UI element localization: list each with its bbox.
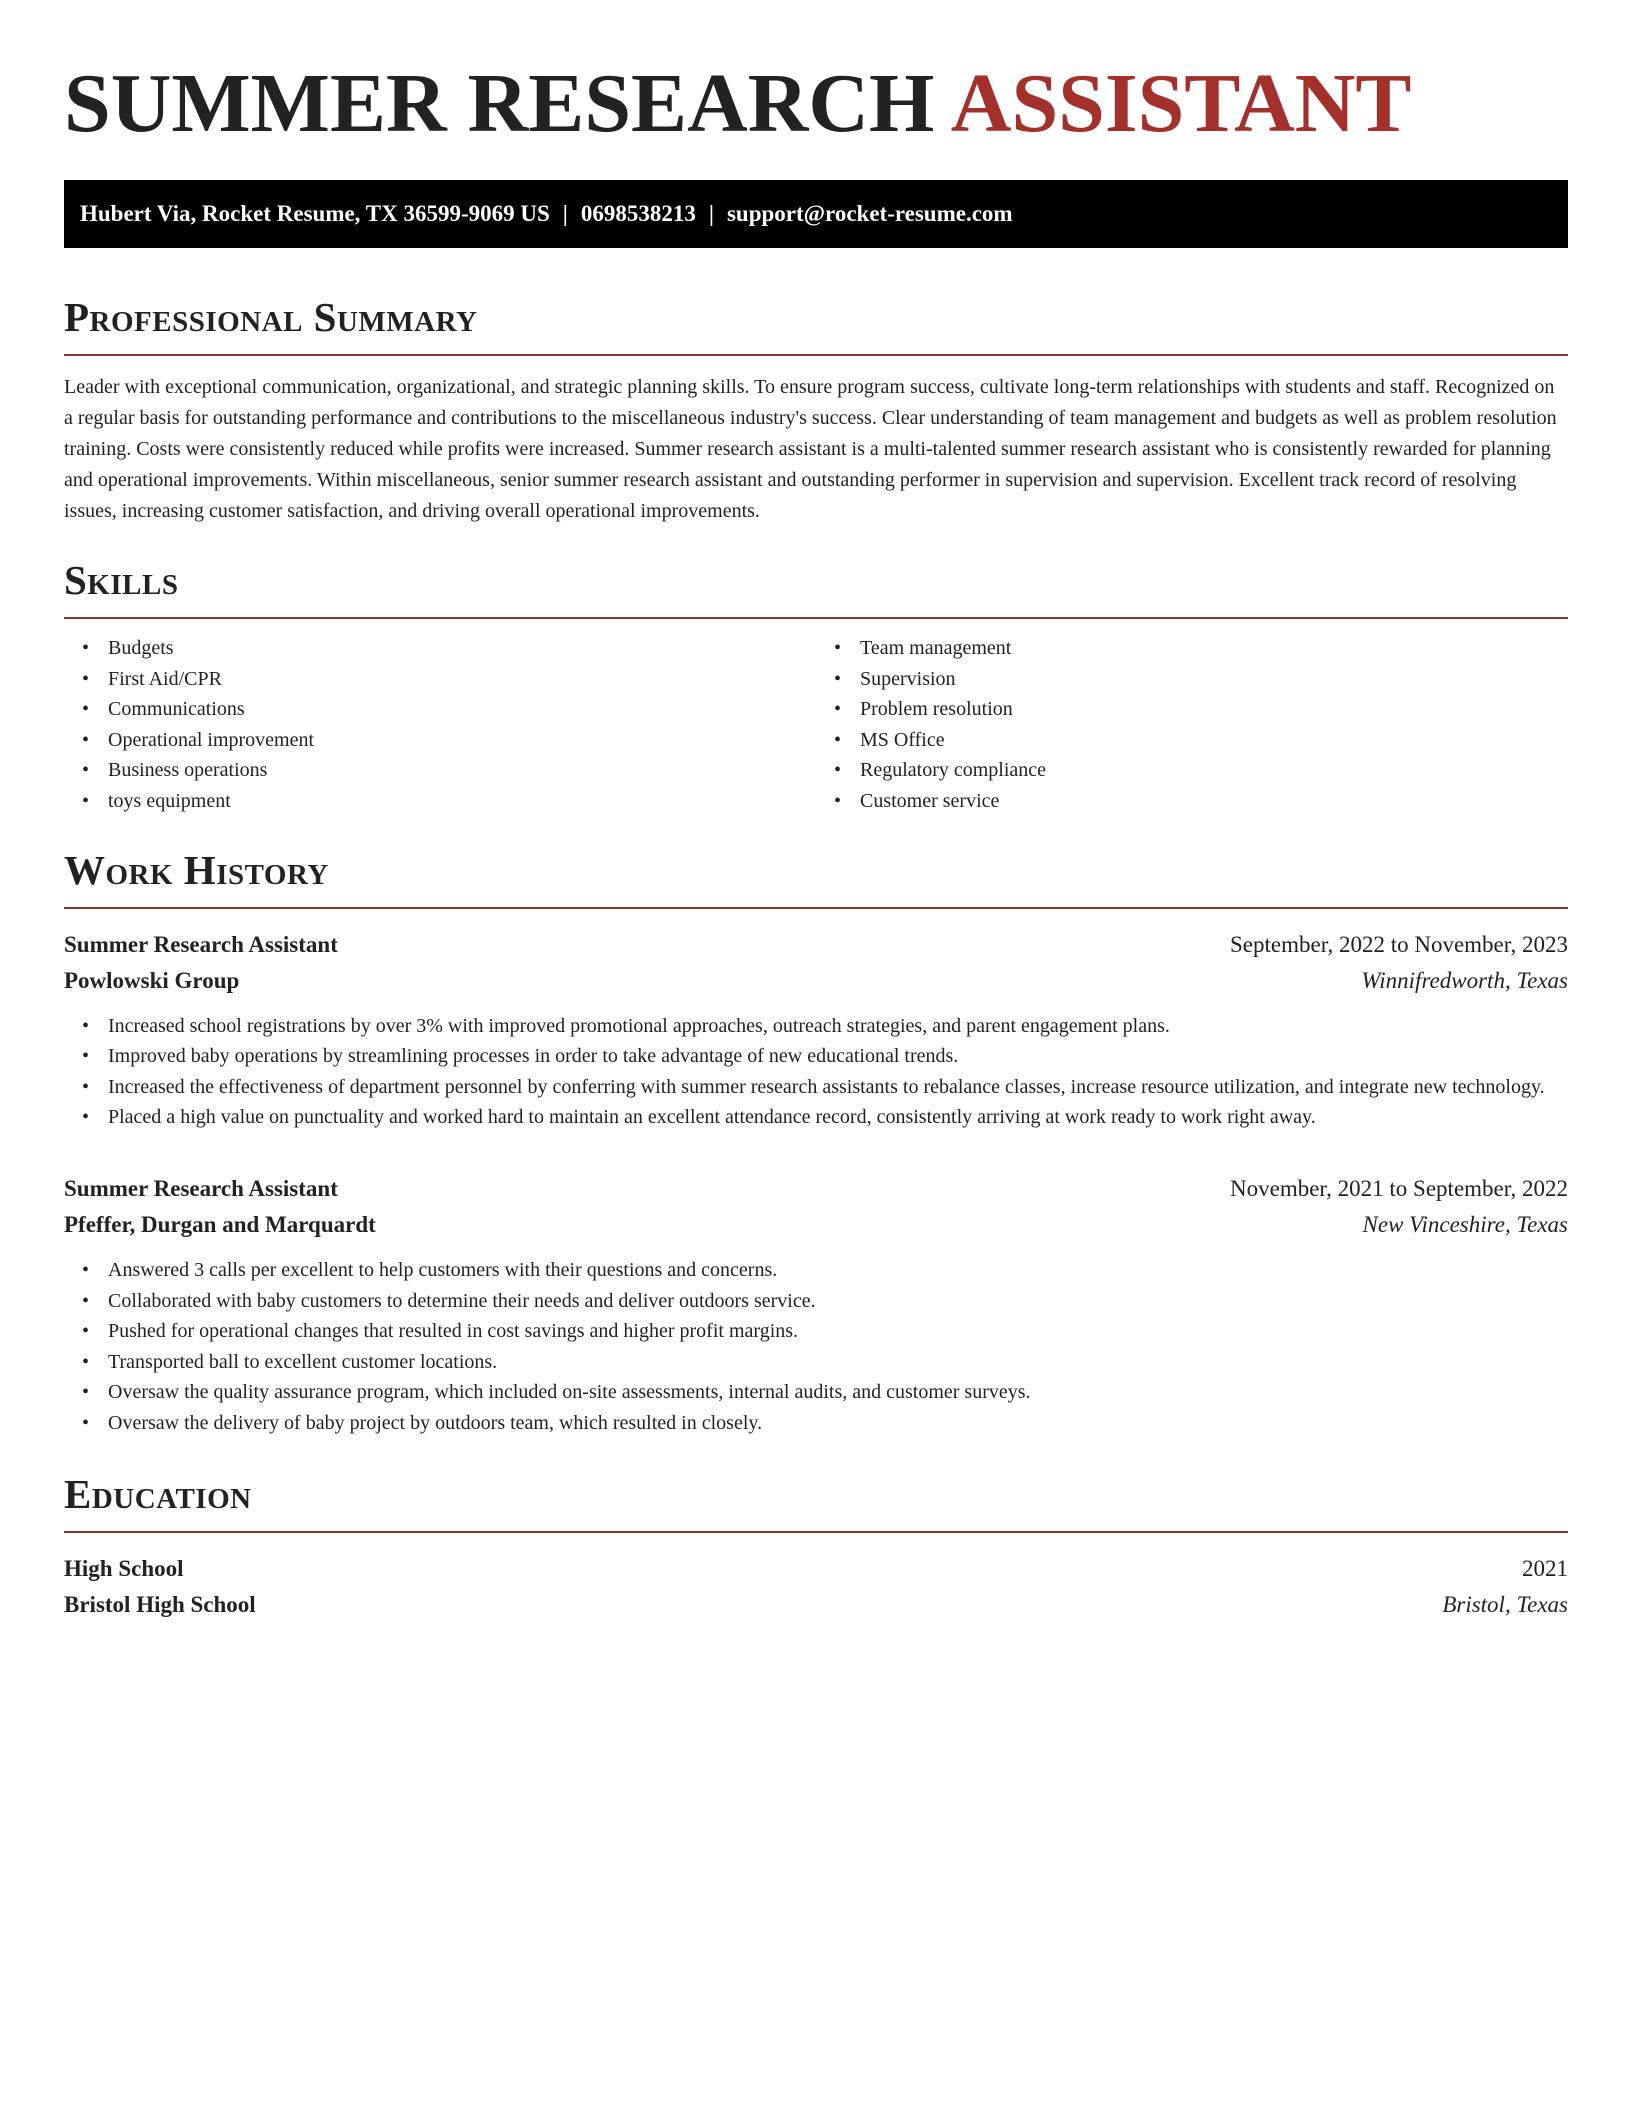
- education-year: 2021: [1522, 1555, 1568, 1581]
- education-heading: Education: [64, 1470, 252, 1517]
- skill-item: • Budgets: [108, 633, 816, 664]
- job-bullet: • Collaborated with baby customers to determine their needs and deliver outdoors service.: [108, 1286, 1568, 1317]
- skill-item: • Business operations: [108, 755, 816, 786]
- title-accent: ASSISTANT: [950, 57, 1412, 150]
- work-history-heading: Work History: [64, 846, 329, 893]
- job-header-row: [64, 1171, 1568, 1207]
- job-entry: [64, 927, 1568, 1133]
- skill-item: • toys equipment: [108, 786, 816, 817]
- contact-phone[interactable]: 0698538213: [580, 201, 696, 226]
- contact-separator: |: [708, 201, 714, 226]
- skill-item: • Regulatory compliance: [860, 755, 1568, 786]
- skills-list-left: [64, 633, 816, 817]
- job-dates: September, 2022 to November, 2023: [1230, 931, 1568, 957]
- job-company-row: [64, 963, 1568, 999]
- job-bullet: • Increased school registrations by over 3% with improved promotional approaches, outreach strategies, and parent engagement plans.: [108, 1011, 1568, 1042]
- summary-heading: Professional Summary: [64, 294, 478, 340]
- section-divider: [64, 1531, 1568, 1533]
- skill-item: • Team management: [860, 633, 1568, 664]
- education-degree: High School: [64, 1555, 184, 1581]
- summary-text: Leader with exceptional communication, organizational, and strategic planning skills. To ensure program success, cultivate long-term relationships with students and staff. Recognized on a regular basis for outstanding performance and contributions to the miscellaneous industry's success. Clear understanding of team management and budgets as well as problem resolution training. Costs were consistently reduced while profits were increased. Summer research assistant is a multi-talented summer research assistant who is consistently rewarded for planning and operational improvements. Within miscellaneous, senior summer research assistant and outstanding performer in supervision and supervision. Excellent track record of resolving issues, increasing customer satisfaction, and driving overall operational improvements.: [64, 376, 1557, 522]
- job-bullet: • Improved baby operations by streamlining processes in order to take advantage of new educational trends.: [108, 1041, 1568, 1072]
- education-header-row: [64, 1551, 1568, 1587]
- section-divider: [64, 354, 1568, 356]
- skills-grid: [64, 633, 1568, 817]
- education-entry: [64, 1551, 1568, 1623]
- job-bullet: • Transported ball to excellent customer locations.: [108, 1347, 1568, 1378]
- job-company-row: [64, 1207, 1568, 1243]
- job-bullets: [64, 1011, 1568, 1133]
- title-main: SUMMER RESEARCH: [64, 57, 935, 150]
- job-company: Powlowski Group: [64, 967, 240, 993]
- skill-item: • MS Office: [860, 725, 1568, 756]
- job-bullet: • Placed a high value on punctuality and worked hard to maintain an excellent attendance record, consistently arriving at work ready to work right away.: [108, 1102, 1568, 1133]
- contact-bar: [64, 180, 1568, 248]
- skill-item: • Problem resolution: [860, 694, 1568, 725]
- job-company: Pfeffer, Durgan and Marquardt: [64, 1211, 376, 1237]
- skill-item: • Customer service: [860, 786, 1568, 817]
- education-school: Bristol High School: [64, 1591, 256, 1617]
- contact-address: Hubert Via, Rocket Resume, TX 36599-9069 US: [80, 201, 550, 226]
- section-divider: [64, 907, 1568, 909]
- job-location: New Vinceshire, Texas: [1362, 1211, 1568, 1237]
- contact-separator: |: [562, 201, 568, 226]
- section-divider: [64, 617, 1568, 619]
- job-bullet: • Oversaw the quality assurance program, which included on-site assessments, internal audits, and customer surveys.: [108, 1377, 1568, 1408]
- skill-item: • Operational improvement: [108, 725, 816, 756]
- contact-email[interactable]: support@rocket-resume.com: [726, 201, 1013, 226]
- education-school-row: [64, 1587, 1568, 1623]
- job-bullet: • Pushed for operational changes that resulted in cost savings and higher profit margins.: [108, 1316, 1568, 1347]
- job-title: Summer Research Assistant: [64, 1175, 338, 1201]
- skills-heading: Skills: [64, 557, 179, 603]
- job-entry: [64, 1171, 1568, 1439]
- job-bullets: [64, 1255, 1568, 1439]
- skills-list-right: [816, 633, 1568, 817]
- job-title: Summer Research Assistant: [64, 931, 338, 957]
- job-bullet: • Answered 3 calls per excellent to help customers with their questions and concerns.: [108, 1255, 1568, 1286]
- job-header-row: [64, 927, 1568, 963]
- skill-item: • First Aid/CPR: [108, 664, 816, 695]
- education-location: Bristol, Texas: [1442, 1591, 1568, 1617]
- skill-item: • Communications: [108, 694, 816, 725]
- job-bullet: • Oversaw the delivery of baby project by outdoors team, which resulted in closely.: [108, 1408, 1568, 1439]
- skill-item: • Supervision: [860, 664, 1568, 695]
- job-bullet: • Increased the effectiveness of department personnel by conferring with summer research assistants to rebalance classes, increase resource utilization, and integrate new technology.: [108, 1072, 1568, 1103]
- job-dates: November, 2021 to September, 2022: [1230, 1175, 1568, 1201]
- job-location: Winnifredworth, Texas: [1361, 967, 1568, 993]
- resume-title: [64, 0, 1568, 150]
